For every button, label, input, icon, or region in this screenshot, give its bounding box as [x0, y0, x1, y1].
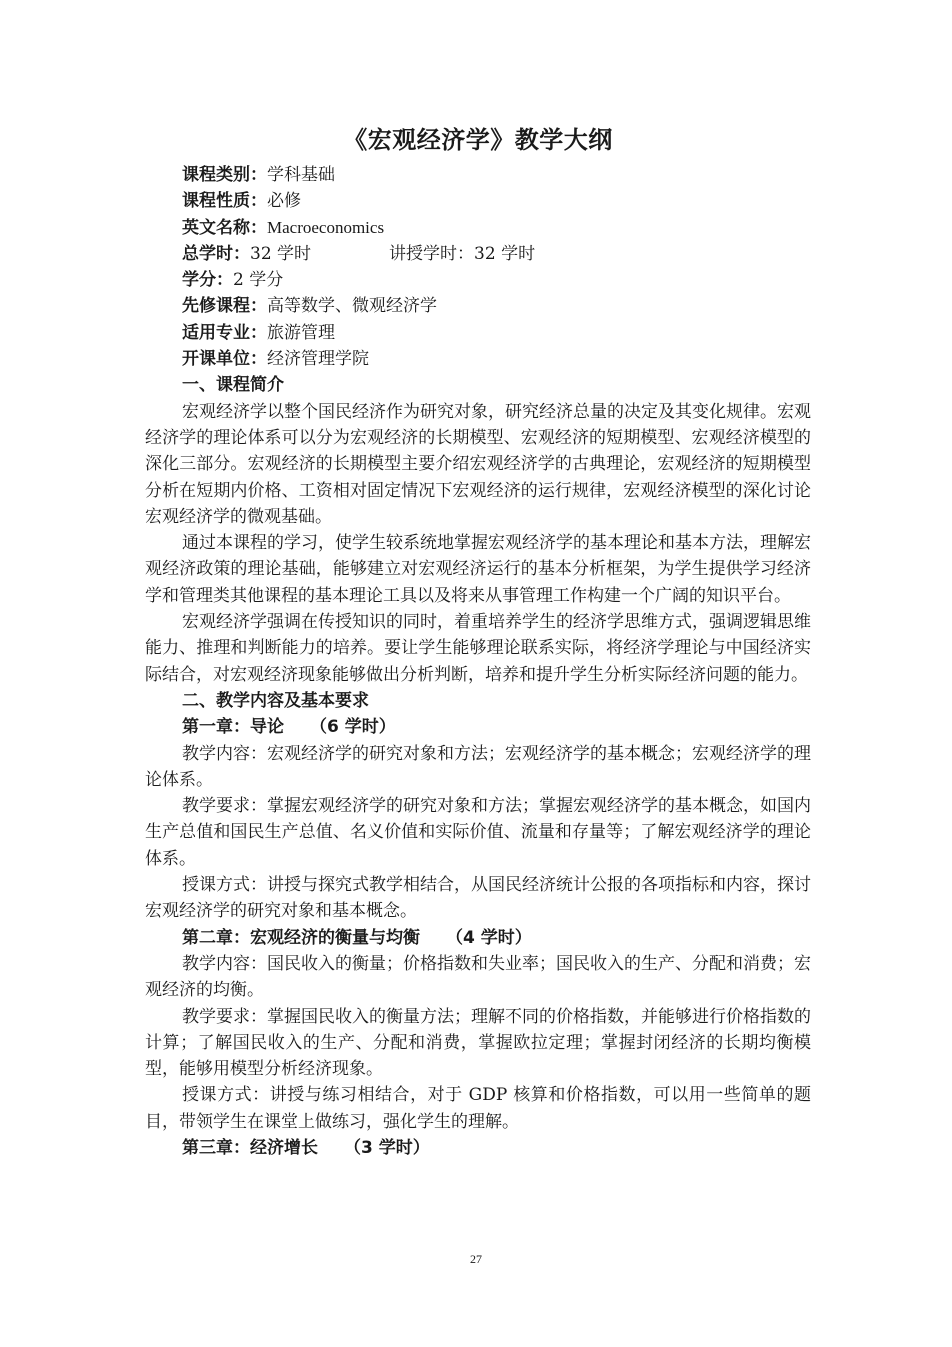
chapter-content: 教学内容：国民收入的衡量；价格指数和失业率；国民收入的生产、分配和消费；宏观经济的均衡。	[145, 953, 811, 1001]
section-heading-intro: 一、课程简介	[182, 375, 284, 396]
meta-label: 总学时	[182, 243, 233, 264]
meta-prerequisite: 先修课程：高等数学、微观经济学	[182, 296, 437, 317]
chapter-title: 第二章：宏观经济的衡量与均衡	[182, 927, 420, 948]
meta-value: 旅游管理	[267, 322, 335, 343]
meta-value: 经济管理学院	[267, 349, 369, 370]
chapter-hours: （3 学时）	[344, 1137, 430, 1158]
meta-course-category: 课程类别：学科基础	[182, 165, 335, 185]
chapter-heading	[145, 714, 811, 740]
meta-value: 2 学分	[233, 270, 284, 291]
chapter-requirement: 教学要求：掌握国民收入的衡量方法；理解不同的价格指数，并能够进行价格指数的计算；了解国民收入的生产、分配和消费，掌握欧拉定理；掌握封闭经济的长期均衡模型，能够用模型分析经济现象。	[145, 1006, 811, 1080]
meta-label: 适用专业	[182, 322, 250, 343]
meta-label: 学分	[182, 270, 216, 291]
meta-course-nature: 课程性质：必修	[182, 191, 301, 212]
meta-english-name: 英文名称：Macroeconomics	[182, 217, 385, 238]
document-page	[145, 122, 811, 1161]
chapter-title: 第三章：经济增长	[182, 1137, 318, 1158]
chapter-hours: （6 学时）	[310, 717, 396, 738]
section-heading-content: 二、教学内容及基本要求	[182, 690, 369, 711]
chapter-hours: （4 学时）	[446, 927, 532, 948]
intro-paragraph: 宏观经济学强调在传授知识的同时，着重培养学生的经济学思维方式，强调逻辑思维能力、推理和判断能力的培养。要让学生能够理论联系实际，将经济学理论与中国经济实际结合，对宏观经济现象能够做出分析判断，培养和提升学生分析实际经济问题的能力。	[145, 612, 811, 685]
document-title: 《宏观经济学》教学大纲	[343, 126, 613, 154]
chapter-heading	[145, 1135, 811, 1161]
chapter-content: 教学内容：宏观经济学的研究对象和方法；宏观经济学的基本概念；宏观经济学的理论体系。	[145, 743, 811, 790]
chapter-heading	[145, 925, 811, 951]
chapter-requirement: 教学要求：掌握宏观经济学的研究对象和方法；掌握宏观经济学的基本概念，如国内生产总值和国民生产总值、名义价值和实际价值、流量和存量等；了解宏观经济学的理论体系。	[145, 796, 811, 869]
meta-value: 高等数学、微观经济学	[267, 296, 437, 317]
meta-value: Macroeconomics	[267, 217, 385, 237]
meta-credit: 学分：2 学分	[182, 270, 284, 291]
meta-lecture-value: 32 学时	[474, 243, 536, 264]
meta-major: 适用专业：旅游管理	[182, 322, 335, 343]
chapter-method: 授课方式：讲授与探究式教学相结合，从国民经济统计公报的各项指标和内容，探讨宏观经济学的研究对象和基本概念。	[145, 875, 811, 922]
meta-hours: 总学时：32 学时 讲授学时：32 学时	[182, 243, 536, 264]
meta-label: 课程类别	[182, 165, 250, 185]
meta-label: 先修课程	[182, 296, 250, 317]
meta-unit: 开课单位：经济管理学院	[182, 349, 369, 370]
meta-value: 32 学时	[250, 243, 312, 264]
meta-label: 开课单位	[182, 349, 250, 370]
chapter-title: 第一章：导论	[182, 717, 284, 738]
page-number: 27	[470, 1252, 482, 1266]
meta-label: 课程性质	[182, 191, 250, 212]
meta-lecture-label: 讲授学时	[389, 243, 458, 264]
meta-value: 必修	[267, 191, 301, 212]
intro-paragraph: 通过本课程的学习，使学生较系统地掌握宏观经济学的基本理论和基本方法，理解宏观经济政策的理论基础，能够建立对宏观经济运行的基本分析框架，为学生提供学习经济学和管理类其他课程的基本理论工具以及将来从事管理工作构建一个广阔的知识平台。	[145, 533, 811, 606]
intro-paragraph: 宏观经济学以整个国民经济作为研究对象，研究经济总量的决定及其变化规律。宏观经济学的理论体系可以分为宏观经济的长期模型、宏观经济的短期模型、宏观经济模型的深化三部分。宏观经济的长期模型主要介绍宏观经济学的古典理论，宏观经济的短期模型分析在短期内价格、工资相对固定情况下宏观经济的运行规律，宏观经济模型的深化讨论宏观经济学的微观基础。	[145, 401, 811, 527]
meta-value: 学科基础	[267, 165, 335, 185]
meta-label: 英文名称	[182, 217, 250, 238]
chapter-method: 授课方式：讲授与练习相结合，对于 GDP 核算和价格指数，可以用一些简单的题目，带领学生在课堂上做练习，强化学生的理解。	[145, 1085, 811, 1132]
